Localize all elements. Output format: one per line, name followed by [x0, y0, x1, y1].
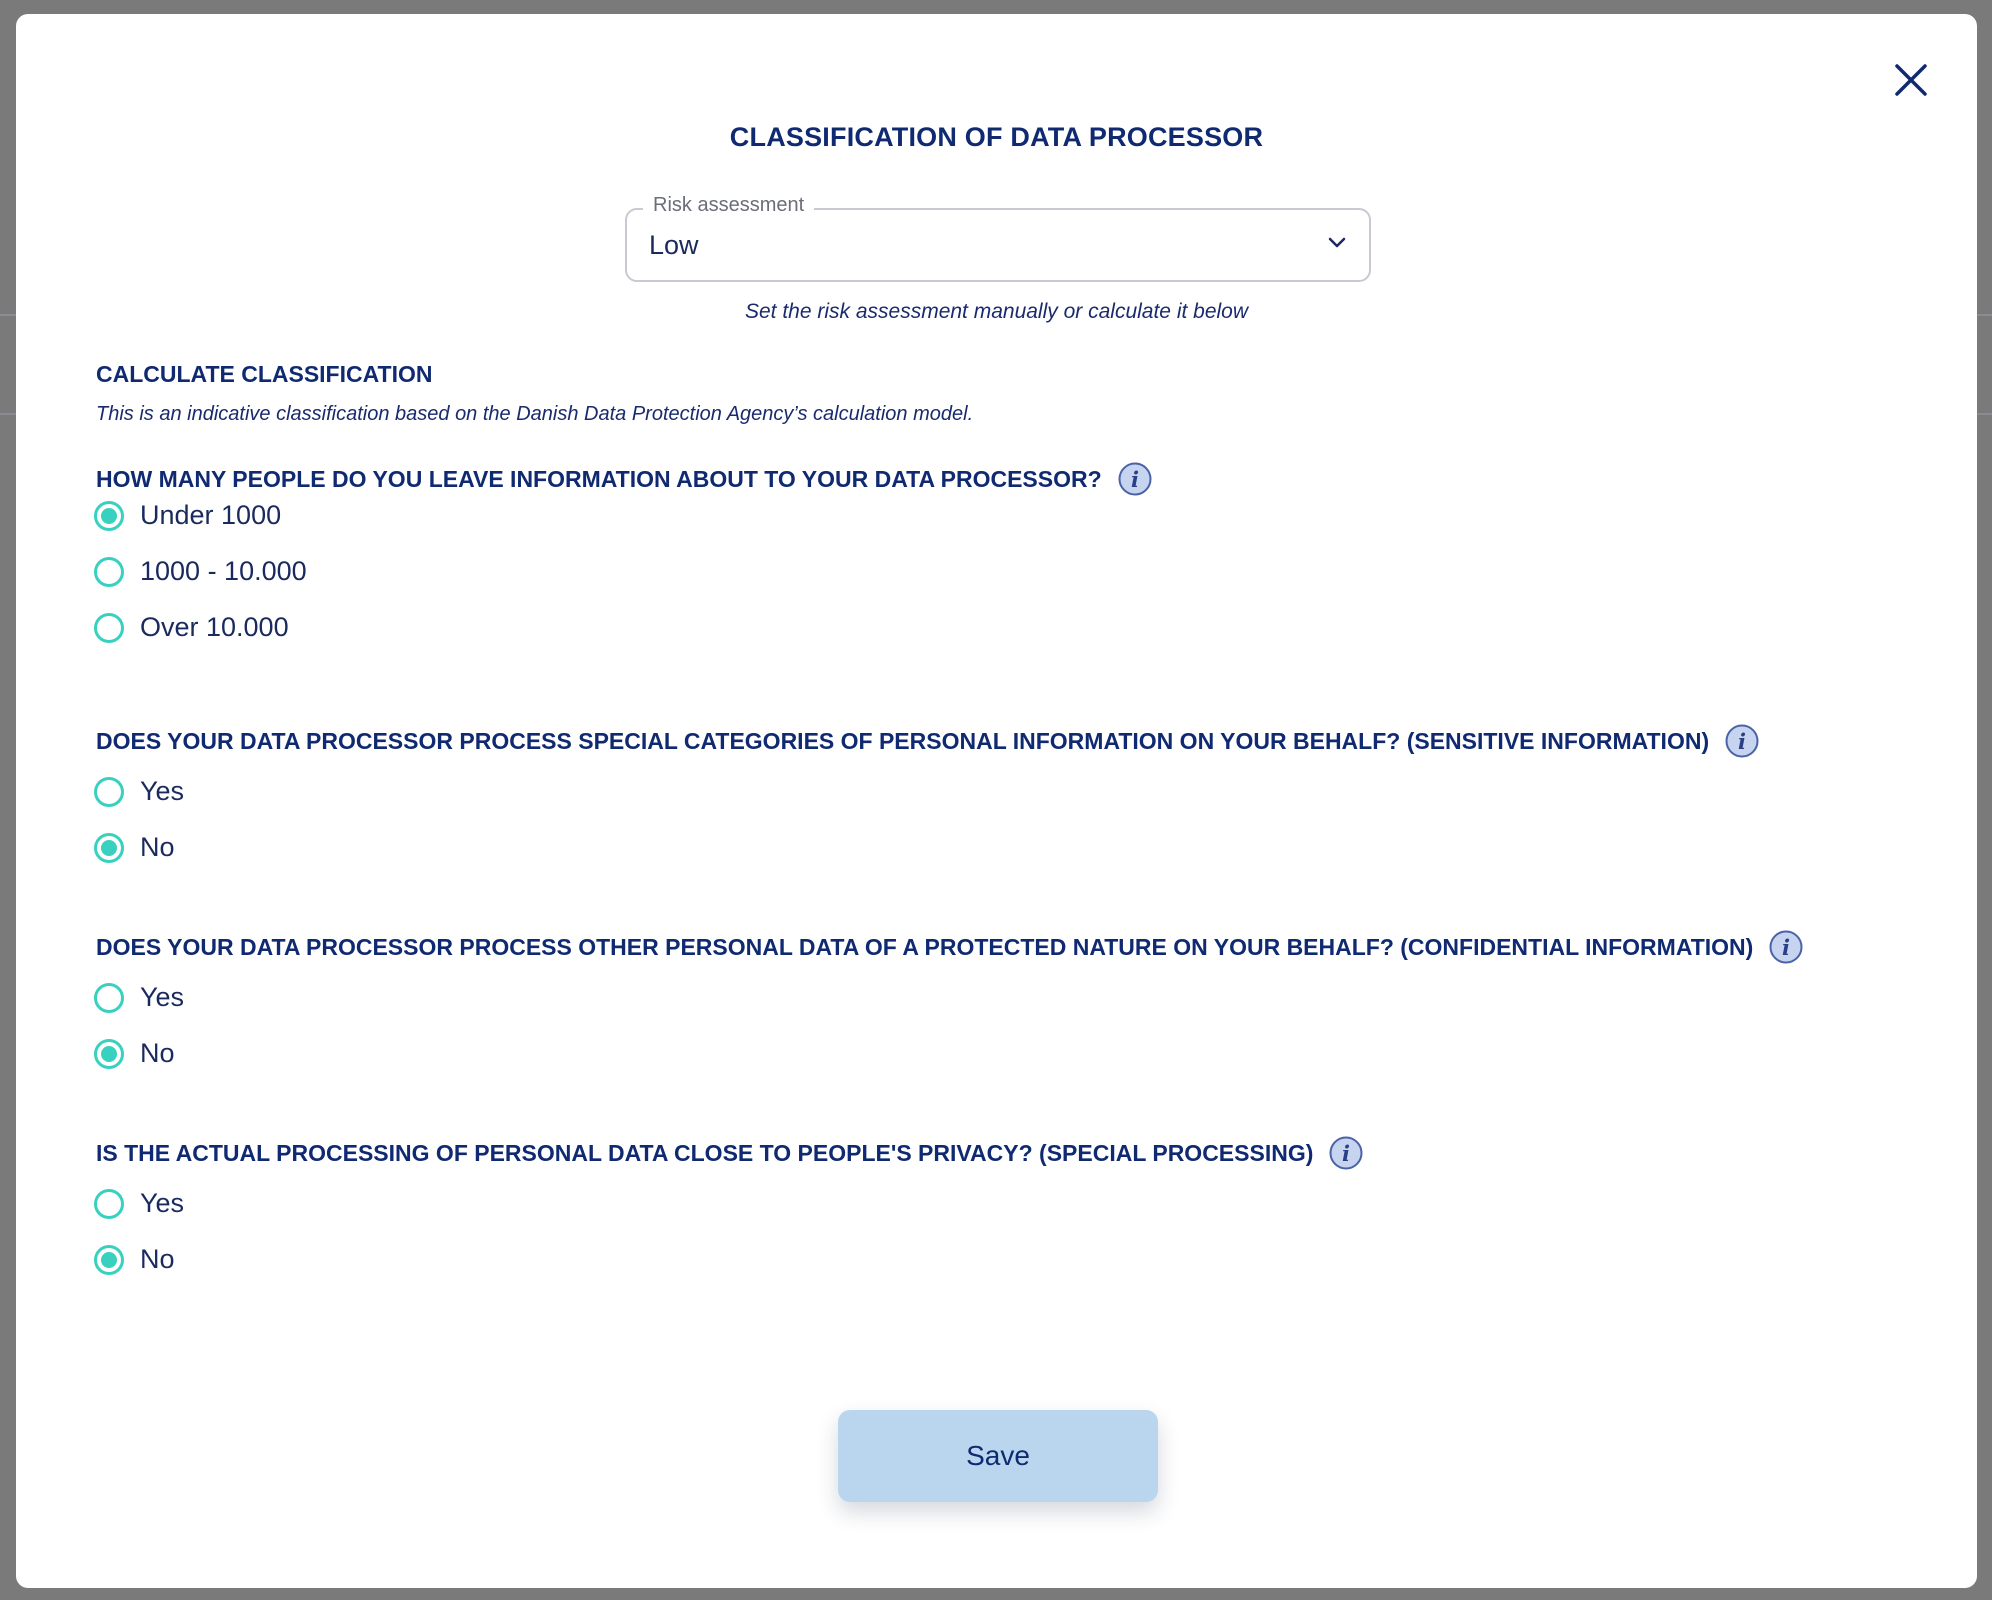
- close-button[interactable]: [1885, 54, 1937, 106]
- radio-button[interactable]: [94, 613, 124, 643]
- info-icon[interactable]: [1329, 1136, 1363, 1170]
- radio-option[interactable]: [94, 832, 175, 863]
- radio-label: No: [140, 1038, 175, 1068]
- radio-label: No: [140, 832, 175, 862]
- calculate-classification-heading: CALCULATE CLASSIFICATION: [96, 361, 433, 387]
- radio-option[interactable]: [94, 500, 281, 531]
- chevron-down-icon: [1327, 236, 1347, 250]
- radio-label: Yes: [140, 1188, 185, 1218]
- info-icon[interactable]: [1118, 462, 1152, 496]
- risk-assessment-hint: Set the risk assessment manually or calculate it below: [744, 300, 1249, 323]
- question-special-processing: [96, 1136, 1363, 1170]
- question-confidential-information: [96, 930, 1803, 964]
- question-text: IS THE ACTUAL PROCESSING OF PERSONAL DATA CLOSE TO PEOPLE'S PRIVACY? (SPECIAL PROCESSING): [96, 1139, 1314, 1166]
- svg-text:i: i: [1738, 729, 1747, 754]
- radio-button-selected[interactable]: [94, 1245, 124, 1275]
- radio-option[interactable]: [94, 1038, 175, 1069]
- radio-option[interactable]: [94, 982, 184, 1013]
- radio-button[interactable]: [94, 557, 124, 587]
- radio-label: Yes: [140, 776, 185, 806]
- radio-button[interactable]: [94, 1189, 124, 1219]
- info-icon[interactable]: [1769, 930, 1803, 964]
- radio-label: Yes: [140, 982, 185, 1012]
- radio-button[interactable]: [94, 983, 124, 1013]
- svg-text:i: i: [1782, 935, 1791, 960]
- radio-button-selected[interactable]: [94, 1039, 124, 1069]
- classification-modal: [16, 14, 1977, 1588]
- radio-button-selected[interactable]: [94, 501, 124, 531]
- radio-option[interactable]: [94, 556, 307, 587]
- svg-text:i: i: [1130, 467, 1139, 492]
- radio-option[interactable]: [94, 612, 289, 643]
- radio-option[interactable]: [94, 776, 184, 807]
- question-text: DOES YOUR DATA PROCESSOR PROCESS OTHER PERSONAL DATA OF A PROTECTED NATURE ON YOUR BEHALF? (CONFIDENTIAL INFORMATION): [96, 933, 1754, 960]
- modal-title: CLASSIFICATION OF DATA PROCESSOR: [729, 122, 1264, 152]
- svg-text:i: i: [1342, 1141, 1351, 1166]
- radio-option[interactable]: [94, 1188, 184, 1219]
- risk-assessment-label: Risk assessment: [643, 194, 814, 217]
- risk-assessment-select[interactable]: [625, 194, 1371, 282]
- radio-label: No: [140, 1244, 175, 1274]
- calculate-classification-subtitle: This is an indicative classification based on the Danish Data Protection Agency’s calculation model.: [96, 403, 974, 425]
- question-people-count: [96, 462, 1152, 496]
- question-text: DOES YOUR DATA PROCESSOR PROCESS SPECIAL CATEGORIES OF PERSONAL INFORMATION ON YOUR BEHALF? (SENSITIVE INFORMATION): [96, 727, 1710, 754]
- close-icon: [1894, 63, 1928, 97]
- radio-label: 1000 - 10.000: [140, 556, 307, 586]
- radio-button-selected[interactable]: [94, 833, 124, 863]
- radio-label: Over 10.000: [140, 612, 289, 642]
- info-icon[interactable]: [1725, 724, 1759, 758]
- radio-label: Under 1000: [140, 500, 282, 530]
- save-button[interactable]: Save: [838, 1410, 1158, 1502]
- question-text: HOW MANY PEOPLE DO YOU LEAVE INFORMATION ABOUT TO YOUR DATA PROCESSOR?: [96, 465, 1102, 492]
- question-sensitive-information: [96, 724, 1759, 758]
- radio-button[interactable]: [94, 777, 124, 807]
- radio-option[interactable]: [94, 1244, 175, 1275]
- risk-assessment-value: Low: [649, 230, 699, 260]
- risk-assessment-select-box[interactable]: [625, 208, 1371, 282]
